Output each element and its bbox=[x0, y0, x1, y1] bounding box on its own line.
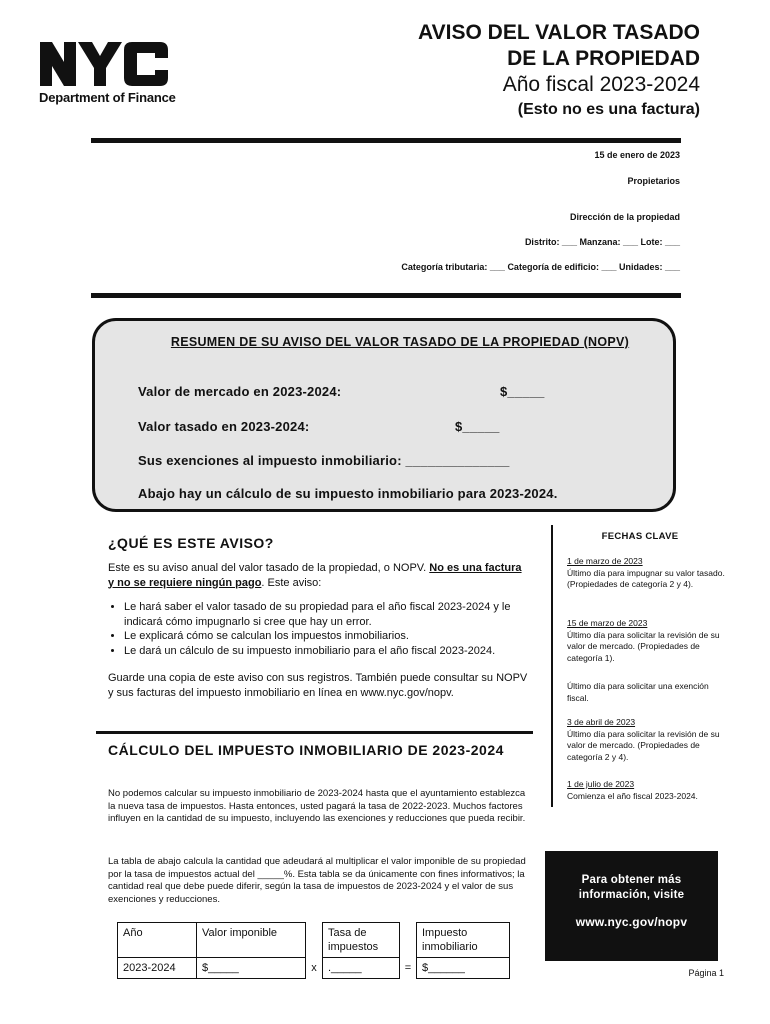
key-date: 1 de marzo de 2023 bbox=[567, 556, 643, 566]
table-row bbox=[118, 958, 510, 979]
col-header-taxable: Valor imponible bbox=[197, 923, 306, 958]
key-date-item bbox=[567, 779, 727, 802]
what-intro bbox=[108, 561, 528, 590]
cell-taxable: $_____ bbox=[197, 958, 306, 979]
cell-year: 2023-2024 bbox=[118, 958, 197, 979]
page-number: Página 1 bbox=[688, 968, 724, 978]
key-date-text: Último día para impugnar su valor tasado. (Propiedades de categoría 2 y 4). bbox=[567, 567, 725, 589]
nyc-logo bbox=[40, 42, 210, 86]
key-date-text: Comienza el año fiscal 2023-2024. bbox=[567, 790, 698, 801]
bottom-rule bbox=[91, 293, 681, 298]
what-heading: ¿QUÉ ES ESTE AVISO? bbox=[108, 535, 274, 551]
key-date: 1 de julio de 2023 bbox=[567, 779, 635, 789]
bullet-item: • Le explicará cómo se calculan los impuestos inmobiliarios. bbox=[124, 629, 533, 644]
what-bullets bbox=[108, 600, 533, 658]
cell-rate: ._____ bbox=[323, 958, 400, 979]
top-rule bbox=[91, 138, 681, 143]
district-block-lot: Distrito: ___ Manzana: ___ Lote: ___ bbox=[524, 237, 680, 247]
equals-sign: = bbox=[404, 961, 412, 974]
nyc-logo-mark bbox=[40, 42, 168, 86]
key-date-text: Último día para solicitar una exención fiscal. bbox=[567, 681, 709, 703]
intro-end: . Este aviso: bbox=[261, 576, 322, 589]
calc-para-2: La tabla de abajo calcula la cantidad que adeudará al multiplicar el valor imponible de su propiedad por la tasa de impuestos actual del _____%. Esta tabla se da únicamente con fines informativos; la cantidad real que debe puede diferir, según la tasa de impuestos de 2023-2024 y el valor de sus exenciones y reducciones. bbox=[108, 856, 526, 905]
assessed-value: $_____ bbox=[455, 419, 500, 434]
key-date: 15 de marzo de 2023 bbox=[567, 618, 648, 628]
owners-label: Propietarios bbox=[627, 176, 680, 186]
tax-estimate-table bbox=[117, 922, 510, 979]
nopv-link[interactable]: www.nyc.gov/nopv bbox=[575, 915, 688, 929]
key-date-text: Último día para solicitar la revisión de su valor de mercado. (Propiedades de categoría 1). bbox=[567, 629, 720, 663]
column-divider bbox=[551, 525, 553, 807]
estimate-line: Abajo hay un cálculo de su impuesto inmobiliario para 2023-2024. bbox=[138, 486, 558, 501]
market-value-label: Valor de mercado en 2023-2024: bbox=[138, 384, 342, 399]
market-value: $_____ bbox=[500, 384, 545, 399]
key-date: 3 de abril de 2023 bbox=[567, 717, 636, 727]
summary-title: RESUMEN DE SU AVISO DEL VALOR TASADO DE LA PROPIEDAD (NOPV) bbox=[170, 335, 630, 349]
section-rule bbox=[96, 731, 533, 734]
key-date-text: Último día para solicitar la revisión de su valor de mercado. (Propiedades de categoría 2 y 4). bbox=[567, 728, 720, 762]
key-date-item bbox=[567, 717, 727, 763]
times-sign: x bbox=[311, 961, 317, 974]
property-address-label: Dirección de la propiedad bbox=[569, 212, 680, 222]
notice-title bbox=[418, 20, 700, 122]
key-date-item bbox=[567, 618, 727, 664]
notice-date: 15 de enero de 2023 bbox=[594, 150, 680, 160]
col-header-tax: Impuesto inmobiliario bbox=[417, 923, 510, 958]
title-line-1: AVISO DEL VALOR TASADO bbox=[418, 21, 700, 44]
table-header-row bbox=[118, 923, 510, 958]
more-info-box bbox=[545, 851, 718, 961]
title-line-2: DE LA PROPIEDAD bbox=[507, 47, 700, 70]
key-date-item bbox=[567, 681, 727, 704]
cell-tax: $______ bbox=[417, 958, 510, 979]
not-a-bill-text: No es una factura y no se requiere ningún pago bbox=[108, 562, 522, 589]
bullet-item: • Le hará saber el valor tasado de su propiedad para el año fiscal 2023-2024 y le indicará cómo impugnarlo si cree que hay un error. bbox=[124, 600, 533, 629]
calc-para-1: No podemos calcular su impuesto inmobiliario de 2023-2024 hasta que el ayuntamiento establezca la nueva tasa de impuestos. Hasta entonces, usted pagará la tasa de 2022-2023. Muchos factores influyen en la cantidad de su impuesto, incluyendo las exenciones y reducciones que pueda recibir. bbox=[108, 788, 526, 824]
col-header-year: Año bbox=[118, 923, 197, 958]
not-a-bill-note: (Esto no es una factura) bbox=[517, 101, 700, 118]
key-dates-title: FECHAS CLAVE bbox=[601, 531, 679, 542]
col-header-rate: Tasa de impuestos bbox=[323, 923, 400, 958]
bullet-item: • Le dará un cálculo de su impuesto inmobiliario para el año fiscal 2023-2024. bbox=[124, 644, 533, 659]
tax-class-line: Categoría tributaria: ___ Categoría de edificio: ___ Unidades: ___ bbox=[401, 262, 680, 272]
fiscal-year: Año fiscal 2023-2024 bbox=[502, 73, 700, 96]
exemptions-line: Sus exenciones al impuesto inmobiliario: ______________ bbox=[138, 453, 510, 468]
calc-heading: CÁLCULO DEL IMPUESTO INMOBILIARIO DE 2023-2024 bbox=[108, 742, 504, 758]
intro-text: Este es su aviso anual del valor tasado de la propiedad, o NOPV. bbox=[108, 562, 430, 574]
assessed-value-label: Valor tasado en 2023-2024: bbox=[138, 419, 310, 434]
key-date-item bbox=[567, 556, 727, 591]
more-info-text: Para obtener más información, visite bbox=[578, 874, 685, 901]
keep-copy-text: Guarde una copia de este aviso con sus registros. También puede consultar su NOPV y sus facturas del impuesto inmobiliario en línea en www.nyc.gov/nopv. bbox=[108, 672, 528, 699]
department-name: Department of Finance bbox=[39, 90, 176, 105]
